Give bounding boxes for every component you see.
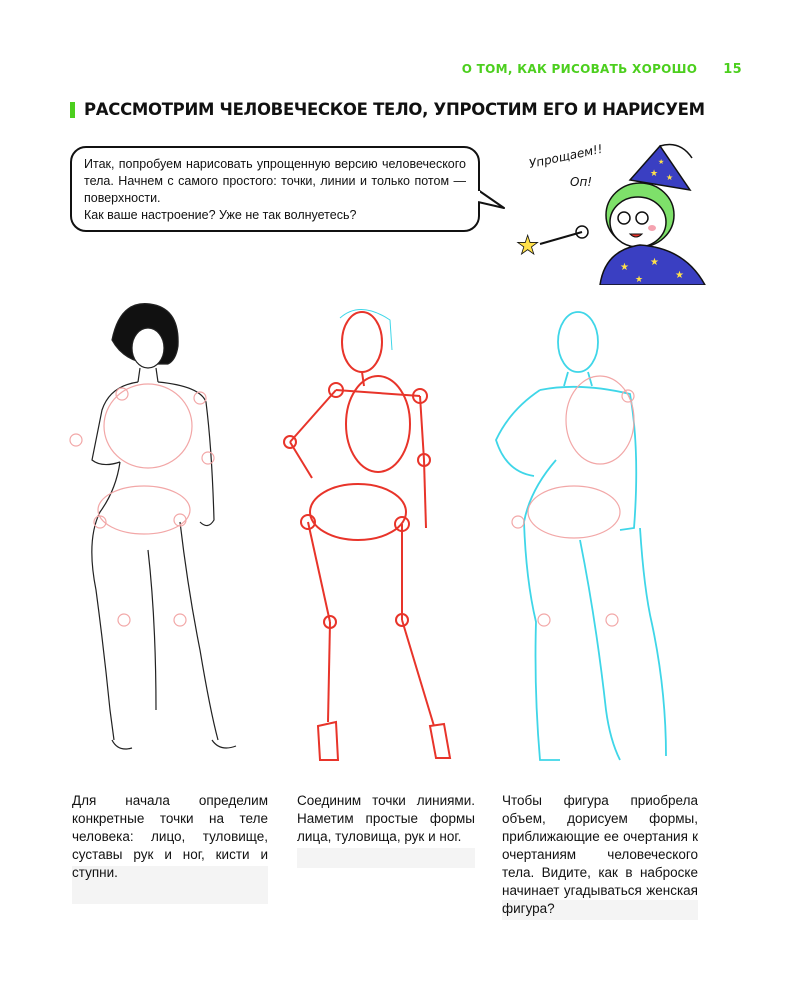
page-number: 15	[723, 62, 742, 77]
section-title: РАССМОТРИМ ЧЕЛОВЕЧЕСКОЕ ТЕЛО, УПРОСТИМ ЕГО И НАРИСУЕМ	[84, 100, 705, 119]
svg-text:★: ★	[666, 173, 674, 182]
figure-3-cyan-volume-figure	[496, 312, 666, 760]
running-head-title: О ТОМ, КАК РИСОВАТЬ ХОРОШО	[461, 62, 698, 76]
svg-text:★: ★	[658, 158, 665, 166]
caption-step-2: Соединим точки линиями. Наметим простые формы лица, туловища, рук и ног.	[297, 793, 475, 844]
speech-bubble-tail	[478, 186, 508, 212]
section-heading	[70, 100, 730, 119]
wizard-mascot-illustration	[510, 140, 710, 285]
body-sketch-figures	[40, 290, 720, 770]
svg-text:★: ★	[650, 169, 659, 179]
heading-accent-bar	[70, 102, 75, 118]
speech-bubble-text-1: Итак, попробуем нарисовать упрощенную версию человеческого тела. Начнем с самого простого: точки, линии и только потом — поверхности.	[84, 157, 466, 205]
caption-shade-2	[297, 848, 475, 868]
svg-text:★: ★	[650, 257, 659, 268]
mascot-speech-1: Упрощаем!!	[527, 141, 604, 171]
svg-text:★: ★	[620, 262, 629, 273]
speech-bubble-text-2: Как ваше настроение? Уже не так волнуетесь?	[84, 208, 357, 222]
figure-1-line-drawing	[70, 304, 236, 749]
svg-text:★: ★	[516, 231, 540, 261]
svg-text:★: ★	[675, 270, 684, 281]
caption-step-1: Для начала определим конкретные точки на теле человека: лицо, туловище, суставы рук и ног, кисти и ступни.	[72, 793, 268, 880]
speech-bubble	[70, 146, 480, 232]
caption-step-3: Чтобы фигура приобрела объем, дорисуем формы, приближающие ее очертания к очертаниям человеческого тела. Видите, как в наброске начинает угадываться женская фигура?	[502, 793, 698, 916]
svg-text:★: ★	[635, 275, 644, 285]
running-head	[462, 62, 742, 77]
figure-2-red-stick-figure	[284, 309, 450, 760]
mascot-speech-2: Оп!	[570, 175, 593, 189]
